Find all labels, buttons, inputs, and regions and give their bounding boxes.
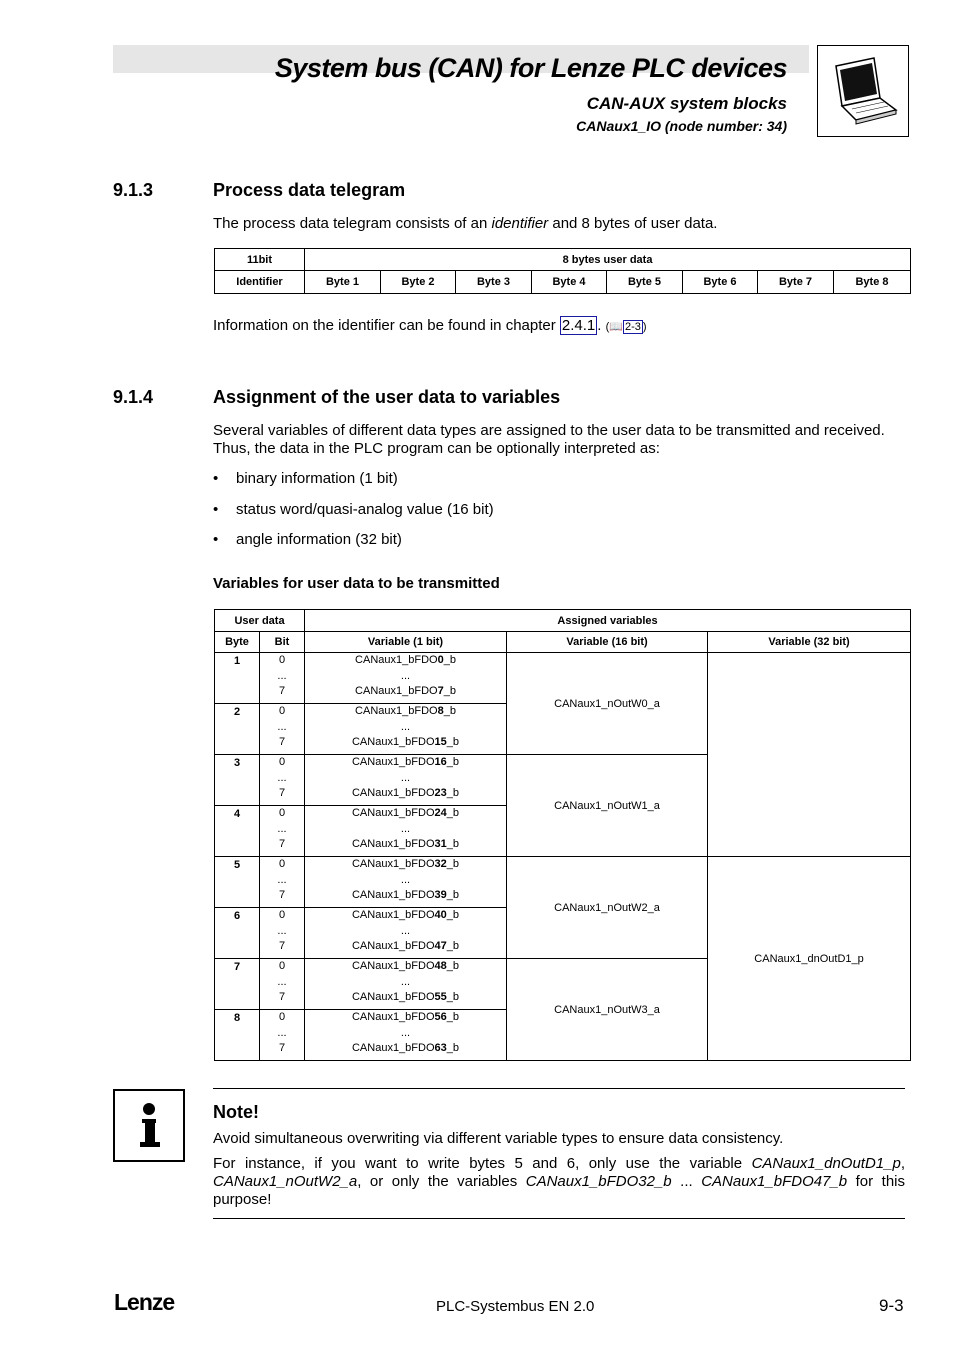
variable-1bit-cell: CANaux1_bFDO32_b ... CANaux1_bFDO39_b — [305, 857, 507, 908]
page-subtitle: CAN-AUX system blocks — [586, 94, 787, 113]
table-header-cell: 8 bytes user data — [305, 249, 911, 271]
variable-16bit-cell: CANaux1_nOutW3_a — [507, 959, 708, 1061]
variable-1bit-cell: CANaux1_bFDO48_b ... CANaux1_bFDO55_b — [305, 959, 507, 1010]
page-number: 9-3 — [879, 1296, 904, 1315]
bit-cell: 0 ... 7 — [260, 908, 305, 959]
telegram-table — [214, 248, 911, 294]
note-text: Avoid simultaneous overwriting via different variable types to ensure data consistency. — [213, 1130, 784, 1147]
bit-cell: 0 ... 7 — [260, 755, 305, 806]
byte-cell: 3 — [215, 755, 260, 806]
variable-1bit-cell: CANaux1_bFDO16_b ... CANaux1_bFDO23_b — [305, 755, 507, 806]
table-cell: Byte 2 — [381, 271, 456, 294]
variables-table — [214, 609, 911, 1061]
section-paragraph-line: Thus, the data in the PLC program can be optionally interpreted as: — [213, 440, 660, 457]
variable-1bit-cell: CANaux1_bFDO40_b ... CANaux1_bFDO47_b — [305, 908, 507, 959]
byte-cell: 6 — [215, 908, 260, 959]
table-row — [215, 857, 911, 908]
table-header-cell: Byte — [215, 632, 260, 653]
lenze-logo: Lenze — [114, 1289, 175, 1315]
section-number: 9.1.3 — [113, 180, 154, 200]
variable-16bit-cell: CANaux1_nOutW1_a — [507, 755, 708, 857]
table-header-cell: User data — [215, 610, 305, 632]
section-title: Assignment of the user data to variables — [213, 387, 561, 407]
bit-cell: 0 ... 7 — [260, 1010, 305, 1061]
byte-cell: 5 — [215, 857, 260, 908]
bit-cell: 0 ... 7 — [260, 857, 305, 908]
variable-1bit-cell: CANaux1_bFDO8_b ... CANaux1_bFDO15_b — [305, 704, 507, 755]
section-intro: The process data telegram consists of an identifier and 8 bytes of user data. — [213, 215, 718, 232]
bit-cell: 0 ... 7 — [260, 653, 305, 704]
table-header-cell: Variable (32 bit) — [708, 632, 911, 653]
table-cell: Byte 4 — [532, 271, 607, 294]
byte-cell: 7 — [215, 959, 260, 1010]
chapter-link[interactable]: 2.4.1 — [561, 317, 596, 334]
bullet-item: • status word/quasi-analog value (16 bit) — [213, 501, 494, 518]
byte-cell: 1 — [215, 653, 260, 704]
table-cell: Byte 8 — [834, 271, 911, 294]
bit-cell: 0 ... 7 — [260, 704, 305, 755]
variable-1bit-cell: CANaux1_bFDO0_b ... CANaux1_bFDO7_b — [305, 653, 507, 704]
page-subsubtitle: CANaux1_IO (node number: 34) — [576, 118, 787, 134]
table-header-cell: Assigned variables — [305, 610, 911, 632]
note-title: Note! — [213, 1102, 259, 1122]
variable-1bit-cell: CANaux1_bFDO56_b ... CANaux1_bFDO63_b — [305, 1010, 507, 1061]
table-cell: Byte 3 — [456, 271, 532, 294]
book-icon: 📖 — [609, 321, 623, 333]
section-paragraph-line: Several variables of different data types are assigned to the user data to be transmitted and received. — [213, 422, 885, 439]
page-title: System bus (CAN) for Lenze PLC devices — [274, 53, 787, 83]
section-number: 9.1.4 — [113, 387, 154, 407]
variable-32bit-cell: CANaux1_dnOutD1_p — [708, 857, 911, 1061]
table-cell: Byte 6 — [683, 271, 758, 294]
note-top-rule — [213, 1088, 905, 1089]
table-header-cell: Bit — [260, 632, 305, 653]
table-caption: Variables for user data to be transmitted — [213, 575, 500, 592]
laptop-icon — [817, 45, 909, 137]
table-header-cell: 11bit — [215, 249, 305, 271]
section-title: Process data telegram — [213, 180, 406, 200]
byte-cell: 8 — [215, 1010, 260, 1061]
table-cell: Byte 1 — [305, 271, 381, 294]
note-text: For instance, if you want to write bytes 5 and 6, only use the variable CANaux1_dnOutD1_p, CANaux1_nOutW2_a, or only the variables CANaux1_bFDO32_b ... CANaux1_bFDO47_b for this purpose! — [213, 1155, 906, 1208]
page-link[interactable]: 2-3 — [624, 321, 641, 333]
table-cell: Byte 5 — [607, 271, 683, 294]
identifier-info: Information on the identifier can be found in chapter 2.4.1 . (📖 2-3 ) — [213, 317, 647, 334]
bullet-item: • binary information (1 bit) — [213, 470, 398, 487]
info-icon — [113, 1089, 185, 1162]
variable-16bit-cell: CANaux1_nOutW2_a — [507, 857, 708, 959]
table-cell: Byte 7 — [758, 271, 834, 294]
note-bottom-rule — [213, 1218, 905, 1219]
table-header-cell: Variable (1 bit) — [305, 632, 507, 653]
bit-cell: 0 ... 7 — [260, 959, 305, 1010]
variable-16bit-cell: CANaux1_nOutW0_a — [507, 653, 708, 755]
byte-cell: 2 — [215, 704, 260, 755]
bit-cell: 0 ... 7 — [260, 806, 305, 857]
table-row — [215, 653, 911, 704]
footer-doc-name: PLC-Systembus EN 2.0 — [436, 1298, 595, 1315]
table-header-cell: Variable (16 bit) — [507, 632, 708, 653]
variable-32bit-cell — [708, 653, 911, 857]
bullet-item: • angle information (32 bit) — [213, 531, 402, 548]
byte-cell: 4 — [215, 806, 260, 857]
variable-1bit-cell: CANaux1_bFDO24_b ... CANaux1_bFDO31_b — [305, 806, 507, 857]
table-cell: Identifier — [215, 271, 305, 294]
